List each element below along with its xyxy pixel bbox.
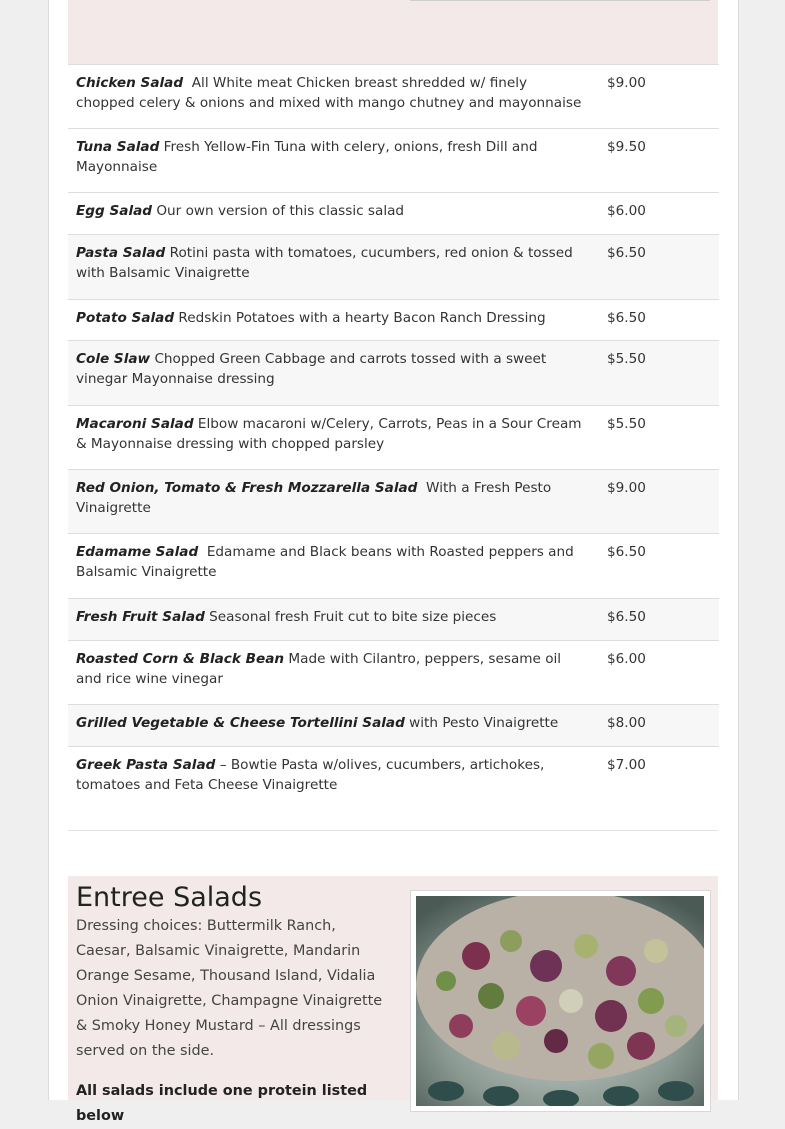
menu-row xyxy=(68,129,719,193)
item-price: $9.00 xyxy=(596,65,719,129)
item-name: Tuna Salad xyxy=(76,139,160,155)
item-description: Elbow macaroni w/Celery, Carrots, Peas in a Sour Cream & Mayonnaise dressing with chopped parsley xyxy=(76,416,582,452)
item-description: Rotini pasta with tomatoes, cucumbers, red onion & tossed with Balsamic Vinaigrette xyxy=(76,245,573,281)
menu-row xyxy=(68,406,719,470)
item-price: $6.00 xyxy=(596,641,719,705)
page-content xyxy=(48,0,739,1124)
item-price: $5.50 xyxy=(596,406,719,470)
item-name: Chicken Salad xyxy=(76,75,184,91)
menu-row xyxy=(68,705,719,747)
menu-row xyxy=(68,300,719,341)
item-price: $7.00 xyxy=(596,747,719,811)
menu-row xyxy=(68,747,719,811)
section-divider xyxy=(68,830,718,831)
divider xyxy=(410,0,710,1)
menu-row xyxy=(68,193,719,235)
item-price: $6.50 xyxy=(596,235,719,300)
salad-photo-image xyxy=(416,896,704,1106)
item-price: $5.50 xyxy=(596,341,719,406)
item-name: Egg Salad xyxy=(76,203,153,219)
item-name: Cole Slaw xyxy=(76,351,151,367)
item-name: Macaroni Salad xyxy=(76,416,194,432)
item-price: $6.00 xyxy=(596,193,719,235)
item-description: – Bowtie Pasta w/olives, cucumbers, artichokes, tomatoes and Feta Cheese Vinaigrette xyxy=(76,757,545,793)
item-description: Seasonal fresh Fruit cut to bite size pieces xyxy=(209,609,497,625)
item-name: Edamame Salad xyxy=(76,544,199,560)
item-description: Redskin Potatoes with a hearty Bacon Ranch Dressing xyxy=(178,310,546,326)
top-band xyxy=(68,0,718,64)
menu-row xyxy=(68,235,719,300)
item-name: Grilled Vegetable & Cheese Tortellini Salad xyxy=(76,715,405,731)
menu-row xyxy=(68,341,719,406)
item-description: Our own version of this classic salad xyxy=(156,203,405,219)
section-title: Entree Salads xyxy=(76,882,263,913)
menu-row xyxy=(68,534,719,599)
item-price: $9.00 xyxy=(596,470,719,534)
menu-row xyxy=(68,641,719,705)
item-price: $6.50 xyxy=(596,599,719,641)
item-description: Made with Cilantro, peppers, sesame oil and rice wine vinegar xyxy=(76,651,562,687)
entree-salads-section xyxy=(68,876,718,1124)
menu-row xyxy=(68,65,719,129)
item-price: $8.00 xyxy=(596,705,719,747)
item-price: $6.50 xyxy=(596,534,719,599)
menu-row xyxy=(68,470,719,534)
item-name: Potato Salad xyxy=(76,310,175,326)
item-price: $9.50 xyxy=(596,129,719,193)
item-description: with Pesto Vinaigrette xyxy=(409,715,559,731)
item-name: Red Onion, Tomato & Fresh Mozzarella Salad xyxy=(76,480,418,496)
item-description: Chopped Green Cabbage and carrots tossed with a sweet vinegar Mayonnaise dressing xyxy=(76,351,547,387)
item-name: Fresh Fruit Salad xyxy=(76,609,205,625)
dressing-choices: Dressing choices: Buttermilk Ranch, Caesar, Balsamic Vinaigrette, Mandarin Orange Sesame, Thousand Island, Vidalia Onion Vinaigrette, Champagne Vinaigrette & Smoky Honey Mustard – All dressings served on the side. xyxy=(76,918,383,1059)
item-name: Greek Pasta Salad xyxy=(76,757,216,773)
item-price: $6.50 xyxy=(596,300,719,341)
protein-note: All salads include one protein listed below xyxy=(76,1083,368,1124)
salad-photo xyxy=(410,890,711,1112)
menu-row xyxy=(68,599,719,641)
item-name: Roasted Corn & Black Bean xyxy=(76,651,285,667)
item-description: With a Fresh Pesto Vinaigrette xyxy=(76,480,552,516)
item-name: Pasta Salad xyxy=(76,245,166,261)
item-description: Edamame and Black beans with Roasted peppers and Balsamic Vinaigrette xyxy=(76,544,574,580)
salad-menu-table xyxy=(68,64,719,811)
item-description: All White meat Chicken breast shredded w/ finely chopped celery & onions and mixed with mango chutney and mayonnaise xyxy=(76,75,582,111)
item-description: Fresh Yellow-Fin Tuna with celery, onions, fresh Dill and Mayonnaise xyxy=(76,139,538,175)
